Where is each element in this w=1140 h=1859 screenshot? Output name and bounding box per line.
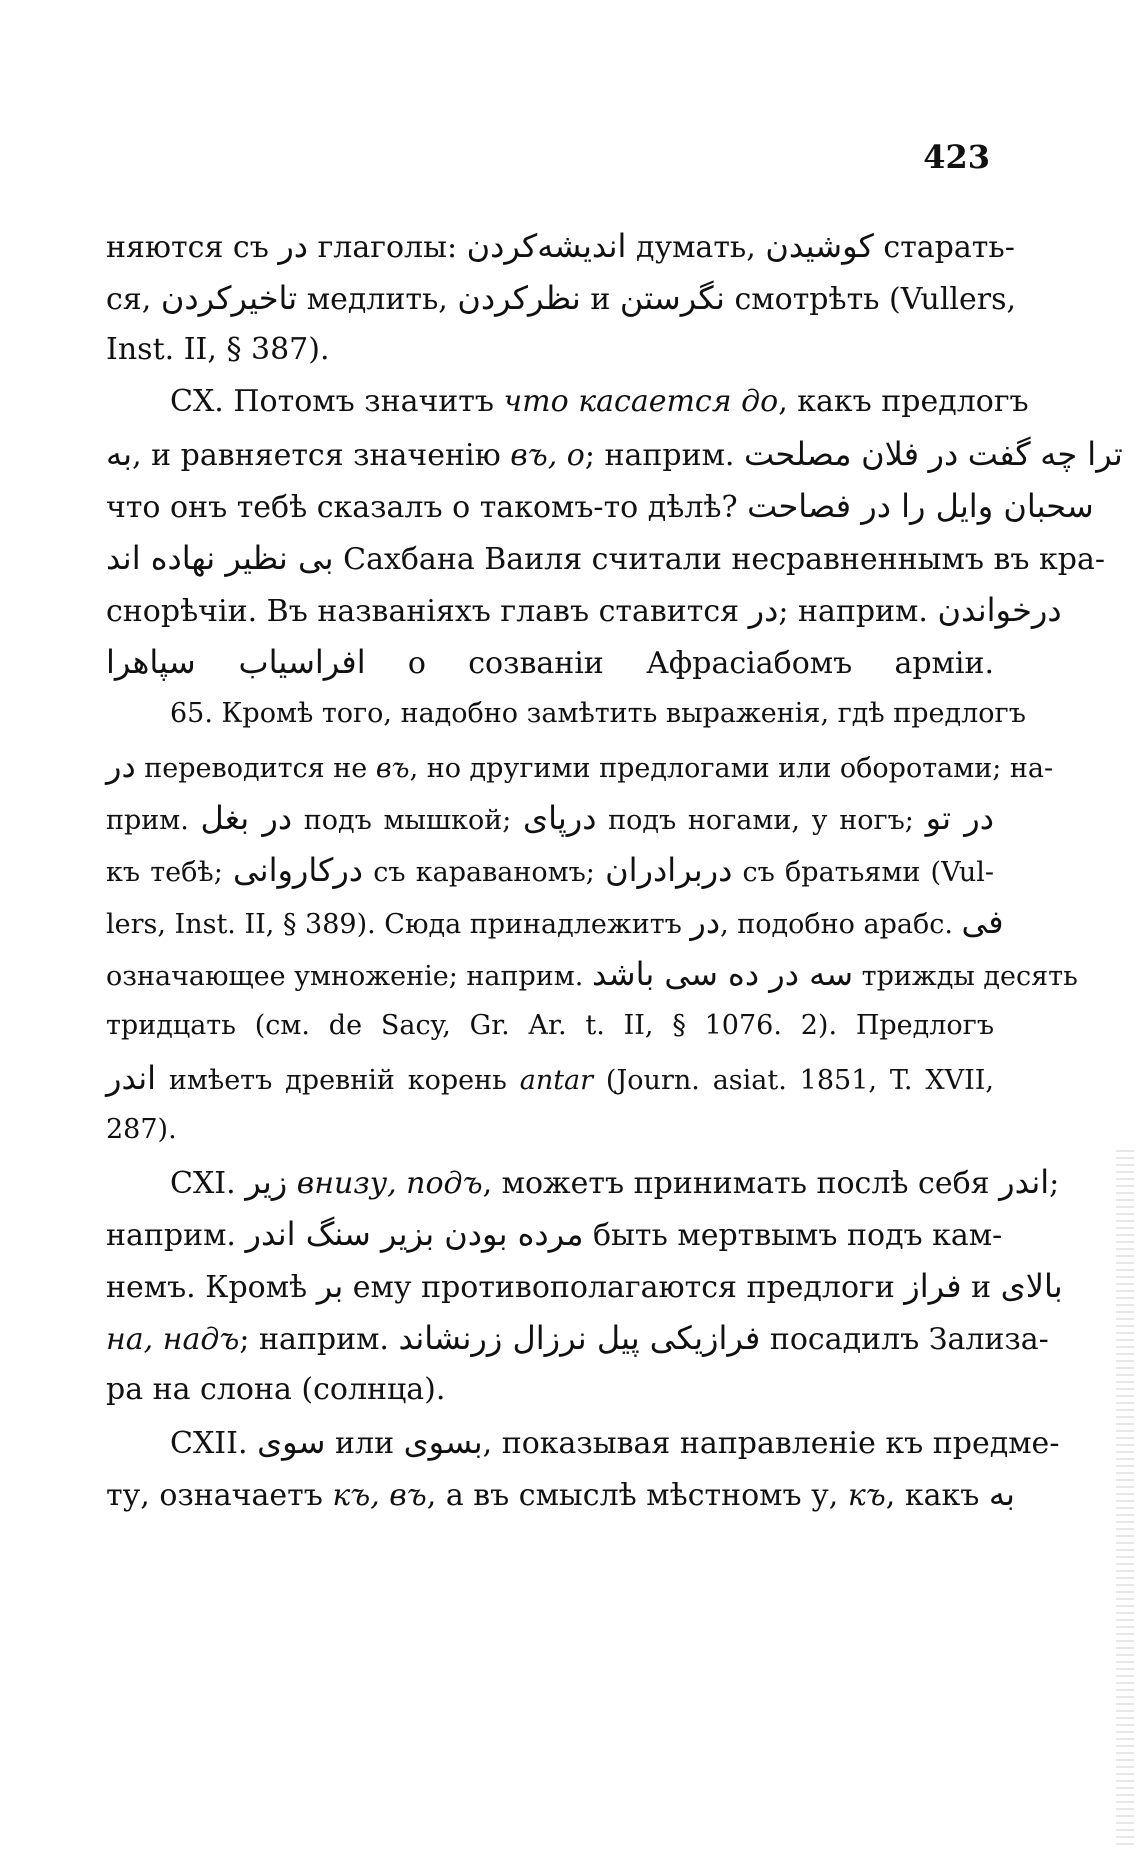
text-line (106, 324, 994, 376)
text-line (106, 428, 1123, 480)
persian-phrase: مصلحت (744, 435, 852, 473)
text-segment: подъ мышкой; (292, 805, 524, 836)
persian-phrase: در (690, 903, 721, 941)
text-segment: и (961, 1270, 1001, 1305)
text-line (106, 1260, 1063, 1312)
persian-phrase: بر (316, 1267, 344, 1305)
text-segment: и (580, 282, 620, 317)
italic-phrase: въ (375, 753, 410, 784)
text-segment: смотрѣть (Vullers, (724, 282, 1017, 317)
text-segment: что онъ тебѣ сказалъ о такомъ-то дѣлѣ? (106, 490, 748, 525)
text-line (106, 1156, 1060, 1208)
italic-phrase: на, надъ (106, 1322, 240, 1357)
text-segment: , какъ предлогъ (778, 384, 1029, 419)
text-segment: 65. Кромѣ того, надобно замѣтить выраженія, гдѣ предлогъ (170, 698, 1026, 729)
text-segment: ту, означаетъ (106, 1478, 333, 1513)
persian-phrase: کوشیدن (765, 227, 874, 265)
persian-phrase: بی نظیر نهاده اند (106, 539, 334, 577)
text-segment: ему противополагаются предлоги (343, 1270, 905, 1305)
text-segment: ; наприм. (584, 438, 744, 473)
italic-phrase: въ, о (510, 438, 585, 473)
text-line (106, 740, 1054, 792)
text-line (106, 896, 1004, 948)
text-segment (1031, 438, 1041, 473)
persian-phrase: بالای (1000, 1267, 1063, 1305)
text-line (106, 1416, 1060, 1468)
text-segment: переводится не (135, 753, 376, 784)
persian-phrase: درکاروانی (232, 851, 364, 889)
text-line (106, 844, 994, 896)
page-edge-shadow (1116, 1150, 1134, 1850)
persian-phrase: فلان (861, 435, 919, 473)
text-segment (958, 438, 968, 473)
text-line (106, 1104, 994, 1156)
text-line (106, 1468, 1015, 1520)
italic-phrase: antar (519, 1065, 594, 1096)
text-segment: немъ. Кромѣ (106, 1270, 317, 1305)
text-line (106, 1208, 1003, 1260)
persian-phrase: در (106, 747, 136, 785)
text-segment: ся, (106, 282, 161, 317)
text-segment: быть мертвымъ подъ кам- (583, 1218, 1003, 1253)
text-segment: съ братьями (Vul- (732, 857, 994, 888)
text-segment: думать, (626, 230, 766, 265)
text-segment: посадилъ Зализа- (760, 1322, 1049, 1357)
persian-phrase: بسوی (403, 1423, 483, 1461)
text-segment: ра на слона (солнца). (106, 1372, 446, 1407)
text-line (106, 1000, 994, 1052)
persian-phrase: درپای (523, 799, 597, 837)
text-segment: наприм. (106, 1218, 246, 1253)
persian-phrase: به (988, 1475, 1015, 1513)
persian-phrase: سوی (257, 1423, 326, 1461)
text-segment: CXII. (170, 1426, 258, 1461)
text-segment: о созваніи Афрасіабомъ арміи. (365, 646, 994, 681)
persian-phrase: در (278, 227, 309, 265)
persian-phrase: دربرادران (605, 851, 733, 889)
text-line (106, 1052, 994, 1104)
text-segment: CX. Потомъ значитъ (170, 384, 504, 419)
text-segment: съ караваномъ; (363, 857, 606, 888)
persian-phrase: در تو (925, 799, 994, 837)
text-segment: ; (1049, 1166, 1060, 1201)
persian-phrase: مرده بودن بزیر سنگ اندر (245, 1215, 584, 1253)
text-segment: прим. (106, 805, 201, 836)
text-segment: , показывая направленіе къ предме- (482, 1426, 1060, 1461)
text-line (106, 272, 1017, 324)
text-segment: (Journ. asiat. 1851, T. XVII, (593, 1065, 994, 1096)
italic-phrase: внизу, подъ (296, 1166, 483, 1201)
persian-phrase: در (748, 591, 779, 629)
text-line (106, 948, 1078, 1000)
text-segment: CXI. (170, 1166, 246, 1201)
text-segment: , и равняется значенію (132, 438, 511, 473)
text-segment (919, 438, 929, 473)
persian-phrase: نگرستن (619, 279, 725, 317)
text-line (106, 1364, 994, 1416)
persian-phrase: زیر (245, 1163, 288, 1201)
text-segment: глаголы: (308, 230, 467, 265)
text-segment: 287). (106, 1114, 177, 1145)
persian-phrase: فی (961, 903, 1004, 941)
text-line (106, 584, 1062, 636)
persian-phrase: فراز (904, 1267, 962, 1305)
text-line (106, 480, 1094, 532)
page-number: 423 (923, 138, 990, 176)
persian-phrase: اندر (106, 1059, 157, 1097)
italic-phrase: къ, въ (332, 1478, 427, 1513)
text-line (106, 376, 1029, 428)
text-segment: старать- (873, 230, 1015, 265)
text-segment: Сахбана Ваиля считали несравненнымъ въ кра- (333, 542, 1105, 577)
text-segment: ; наприм. (778, 594, 938, 629)
persian-phrase: سحبان وایل را در فصاحت (747, 487, 1094, 525)
text-segment: ; наприм. (239, 1322, 399, 1357)
persian-phrase: فرازیکی پیل نرزال زرنشاند (398, 1319, 761, 1357)
text-segment: , можетъ принимать послѣ себя (482, 1166, 1000, 1201)
persian-phrase: اندر (999, 1163, 1050, 1201)
text-segment: медлить, (297, 282, 458, 317)
text-line (106, 688, 1026, 740)
body-text (106, 220, 1123, 1520)
text-segment: снорѣчіи. Въ названіяхъ главъ ставится (106, 594, 749, 629)
text-line (106, 532, 1105, 584)
persian-phrase: ترا چه (1040, 435, 1123, 473)
text-segment: няются съ (106, 230, 279, 265)
italic-phrase: что касается до (503, 384, 779, 419)
text-segment: , подобно арабс. (720, 909, 962, 940)
text-segment: , а въ смыслѣ мѣстномъ у, (426, 1478, 848, 1513)
text-segment: , но другими предлогами или оборотами; на- (409, 753, 1054, 784)
text-segment (287, 1166, 297, 1201)
text-segment: подъ ногами, у ногъ; (596, 805, 926, 836)
persian-phrase: افراسیاب سپاهرا (106, 643, 366, 681)
text-line (106, 792, 994, 844)
persian-phrase: گفت (967, 435, 1031, 473)
italic-phrase: къ (847, 1478, 886, 1513)
persian-phrase: به (106, 435, 133, 473)
text-line (106, 220, 1015, 272)
text-segment: , какъ (885, 1478, 989, 1513)
text-line (106, 636, 994, 688)
text-segment: или (325, 1426, 404, 1461)
text-segment: имѣетъ древній корень (156, 1065, 520, 1096)
text-segment: Inst. II, § 387). (106, 332, 330, 367)
persian-phrase: نظرکردن (457, 279, 581, 317)
text-line (106, 1312, 1049, 1364)
text-segment (852, 438, 862, 473)
text-segment: тридцать (см. de Sacy, Gr. Ar. t. II, § 1076. 2). Предлогъ (106, 1010, 994, 1041)
persian-phrase: در بغل (200, 799, 293, 837)
persian-phrase: سه در ده سی باشد (591, 955, 854, 993)
text-segment: къ тебѣ; (106, 857, 233, 888)
persian-phrase: در (928, 435, 959, 473)
persian-phrase: تاخیرکردن (160, 279, 298, 317)
persian-phrase: اندیشه‌کردن (466, 227, 627, 265)
persian-phrase: درخواندن (937, 591, 1062, 629)
text-segment: трижды десять (853, 961, 1078, 992)
text-segment: lers, Inst. II, § 389). Сюда принадлежитъ (106, 909, 691, 940)
text-segment: означающее умноженіе; наприм. (106, 961, 592, 992)
